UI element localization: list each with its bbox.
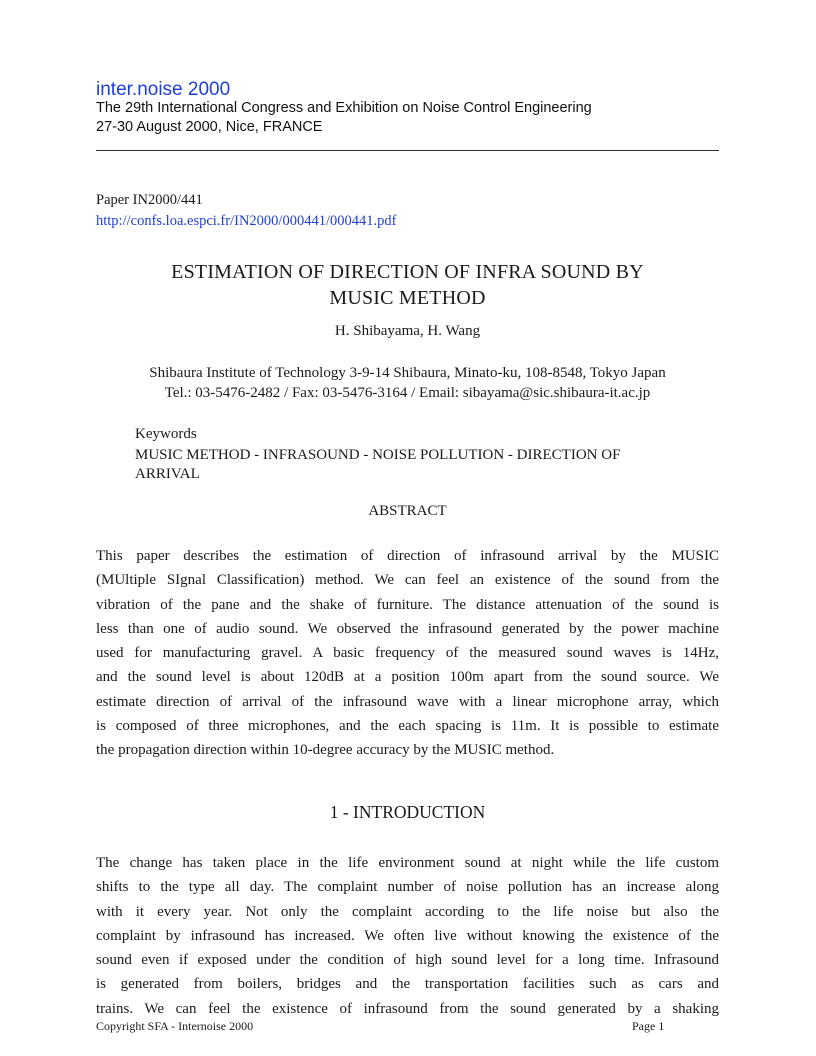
congress-title: The 29th International Congress and Exhibition on Noise Control Engineering [96,100,592,116]
abstract-line: This paper describes the estimation of direction of infrasound arrival by the MUSIC [96,548,719,564]
title-line-2: MUSIC METHOD [329,287,486,309]
introduction-line: complaint by infrasound has increased. We often live without knowing the existence of the [96,927,719,944]
keywords-line-2: ARRIVAL [135,466,200,482]
header-divider [96,150,719,151]
keywords-list [135,446,695,484]
affiliation-address: Shibaura Institute of Technology 3-9-14 Shibaura, Minato-ku, 108-8548, Tokyo Japan [149,365,666,381]
abstract-line: vibration of the pane and the shake of furniture. The distance attenuation of the sound is [96,596,719,613]
abstract-line: less than one of audio sound. We observed the infrasound generated by the power machine [96,620,719,637]
title-line-1: ESTIMATION OF DIRECTION OF INFRA SOUND BY [171,261,644,283]
conference-name: inter.noise 2000 [96,79,231,100]
keywords-label: Keywords [135,426,197,442]
paper-title [96,259,719,311]
introduction-body [96,851,719,1021]
footer-copyright: Copyright SFA - Internoise 2000 [96,1019,254,1033]
introduction-heading: 1 - INTRODUCTION [329,802,486,822]
conference-dates-location: 27-30 August 2000, Nice, FRANCE [96,119,323,135]
authors: H. Shibayama, H. Wang [334,323,481,339]
abstract-line: (MUltiple SIgnal Classification) method. We can feel an existence of the sound from the [96,572,719,589]
introduction-line: shifts to the type all day. The complaint number of noise pollution has an increase along [96,879,719,896]
abstract-body [96,544,719,763]
abstract-line: the propagation direction within 10-degree accuracy by the MUSIC method. [96,742,555,759]
paper-url-link[interactable]: http://confs.loa.espci.fr/IN2000/000441/000441.pdf [96,213,397,229]
footer-page-number: Page 1 [632,1019,665,1033]
introduction-line: trains. We can feel the existence of infrasound from the sound generated by a shaking [96,1000,719,1017]
introduction-line: is generated from boilers, bridges and the transportation facilities such as cars and [96,976,719,993]
affiliation-contact: Tel.: 03-5476-2482 / Fax: 03-5476-3164 / Email: sibayama@sic.shibaura-it.ac.jp [164,385,651,401]
abstract-line: used for manufacturing gravel. A basic frequency of the measured sound waves is 14Hz, [96,645,719,662]
paper-id: Paper IN2000/441 [96,192,203,208]
keywords-line-1: MUSIC METHOD - INFRASOUND - NOISE POLLUTION - DIRECTION OF [135,447,621,463]
affiliation [96,363,719,403]
abstract-line: is composed of three microphones, and the each spacing is 11m. It is possible to estimate [96,718,719,735]
introduction-line: with it every year. Not only the complaint according to the life noise but also the [96,903,719,920]
abstract-line: estimate direction of arrival of the infrasound wave with a linear microphone array, which [96,693,719,710]
introduction-line: The change has taken place in the life environment sound at night while the life custom [96,855,719,871]
introduction-line: sound even if exposed under the condition of high sound level for a long time. Infrasound [96,952,719,969]
abstract-line: and the sound level is about 120dB at a position 100m apart from the sound source. We [96,669,719,686]
abstract-heading: ABSTRACT [368,503,447,519]
